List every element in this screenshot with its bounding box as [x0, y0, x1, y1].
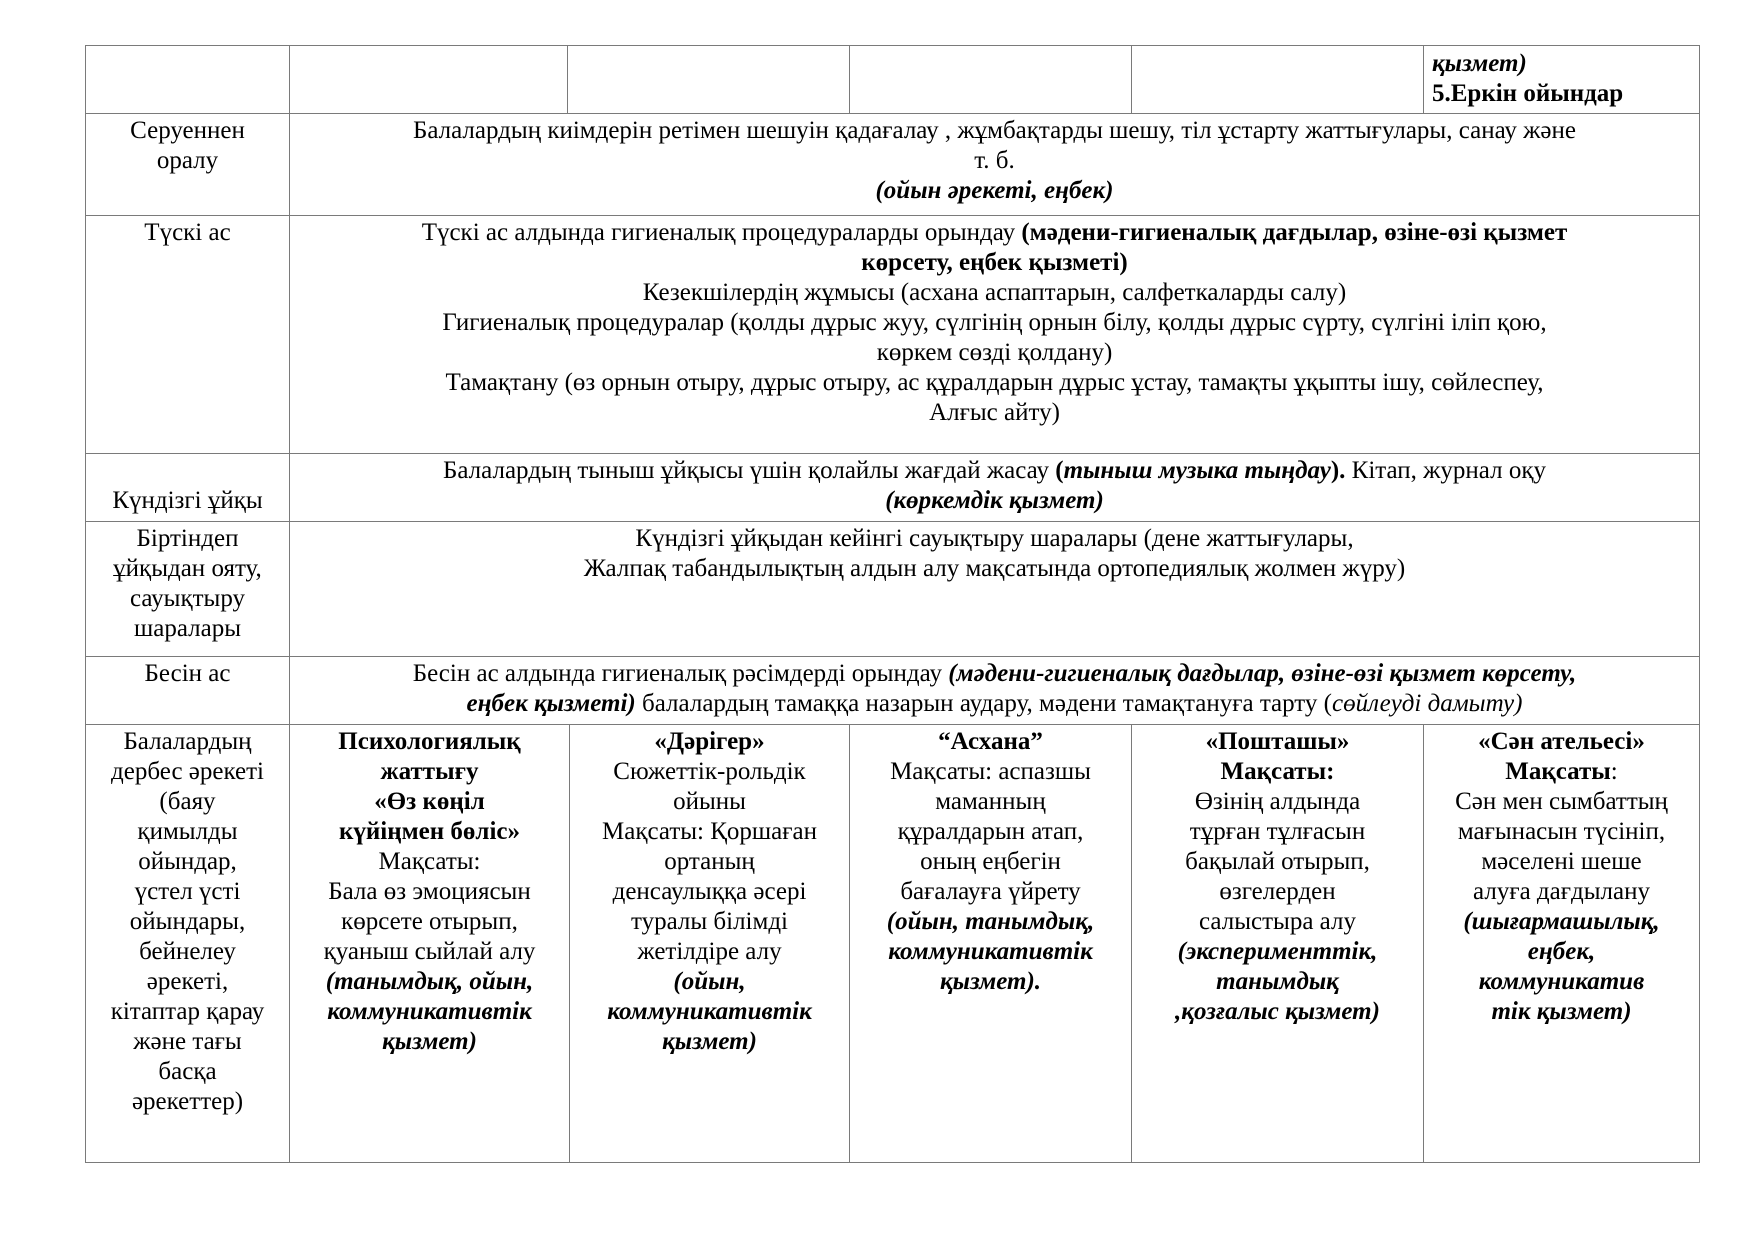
row-content-tuski: Түскі ас алдында гигиеналық процедураларды орындау (мәдени-гигиеналық дағдылар, өзіне-өзі қызмет көрсету, еңбек қызметі) Кезекшілердің жұмысы (асхана аспаптарын, салфеткаларды салу) Гигиеналық процедуралар (қолды дұрыс жуу, сүлгінің орнын білу, қолды дұрыс сүрту, сүлгіні іліп қою, көркем сөзді қолдану) Тамақтану (өз орнын отыру, дұрыс отыру, ас құралдарын дұрыс ұстау, тамақты ұқыпты ішу, сөйлеспеу, Алғыс айту): [421, 219, 1568, 426]
top-row-col6: [1432, 49, 1697, 109]
column-divider: [849, 45, 850, 113]
row-label-tuski: Түскі ас: [144, 219, 231, 246]
activity-postman: «Пошташы» Мақсаты: Өзінің алдында тұрған тұлғасын бақылай отырып, өзгелерден салыстыра алу (эксперименттік, танымдық ,қозғалыс қызмет): [1175, 728, 1380, 1025]
row-label-derbes: Балалардың дербес әрекеті (баяу қимылды ойындар, үстел үсті ойындары, бейнелеу әрекеті, кітаптар қарау және тағы басқа әрекеттер): [110, 728, 265, 1115]
column-divider: [1423, 45, 1424, 113]
row-content-birtindep: Күндізгі ұйқыдан кейінгі сауықтыру шаралары (дене жаттығулары, Жалпақ табандылықтың алдын алу мақсатында ортопедиялық жолмен жүру): [583, 525, 1406, 582]
row-content-seruen: Балалардың киімдерін ретімен шешуін қадағалау , жұмбақтарды шешу, тіл ұстарту жаттығулары, санау және т. б. (ойын әрекеті, еңбек): [412, 117, 1577, 204]
row-label-seruen: Серуеннен оралу: [130, 117, 245, 174]
row-divider: [85, 113, 1700, 114]
top-row-col6-line1: қызмет): [1432, 50, 1527, 77]
row-divider: [85, 453, 1700, 454]
top-row-col6-line2: 5.Еркін ойындар: [1432, 80, 1624, 107]
activity-doctor: «Дәрігер» Сюжеттік-рольдік ойыны Мақсаты: Қоршаған ортаның денсаулыққа әсері туралы білімді жетілдіре алу (ойын, коммуникативтік қызмет): [602, 728, 817, 1055]
row-divider: [85, 724, 1700, 725]
column-divider: [567, 45, 568, 113]
row-divider: [85, 521, 1700, 522]
row-label-birtindep: Біртіндеп ұйқыдан ояту, сауықтыру шаралары: [113, 525, 262, 642]
row-content-kunduzgi: Балалардың тыныш ұйқысы үшін қолайлы жағдай жасау (тыныш музыка тыңдау). Кітап, журнал оқу (көркемдік қызмет): [443, 457, 1546, 514]
table-border-right: [1699, 45, 1700, 1163]
row-label-kunduzgi: Күндізгі ұйқы: [112, 487, 263, 514]
activity-fashion-studio: «Сән ательесі» Мақсаты: Сән мен сымбаттың мағынасын түсініп, мәселені шеше алуға дағдылану (шығармашылық, еңбек, коммуникатив тік қызмет): [1455, 728, 1668, 1025]
row-divider: [85, 215, 1700, 216]
activity-kitchen: “Асхана” Мақсаты: аспазшы маманның құралдарын атап, оның еңбегін бағалауға үйрету (ойын, танымдық, коммуникативтік қызмет).: [886, 728, 1095, 995]
table-border-top: [85, 45, 1700, 46]
table-border-bottom: [85, 1162, 1700, 1163]
activity-psychological-exercise: Психологиялық жаттығу «Өз көңіл күйіңмен бөліс» Мақсаты: Бала өз эмоциясын көрсете отырып, қуаныш сыйлай алу (танымдық, ойын, коммуникативтік қызмет): [323, 728, 536, 1055]
row-divider: [85, 656, 1700, 657]
row-label-besin: Бесін ас: [144, 660, 231, 687]
column-divider: [1131, 45, 1132, 113]
row-content-besin: Бесін ас алдында гигиеналық рәсімдерді орындау (мәдени-гигиеналық дағдылар, өзіне-өзі қызмет көрсету, еңбек қызметі) балалардың тамаққа назарын аудару, мәдени тамақтануға тарту (сөйлеуді дамыту): [412, 660, 1577, 717]
